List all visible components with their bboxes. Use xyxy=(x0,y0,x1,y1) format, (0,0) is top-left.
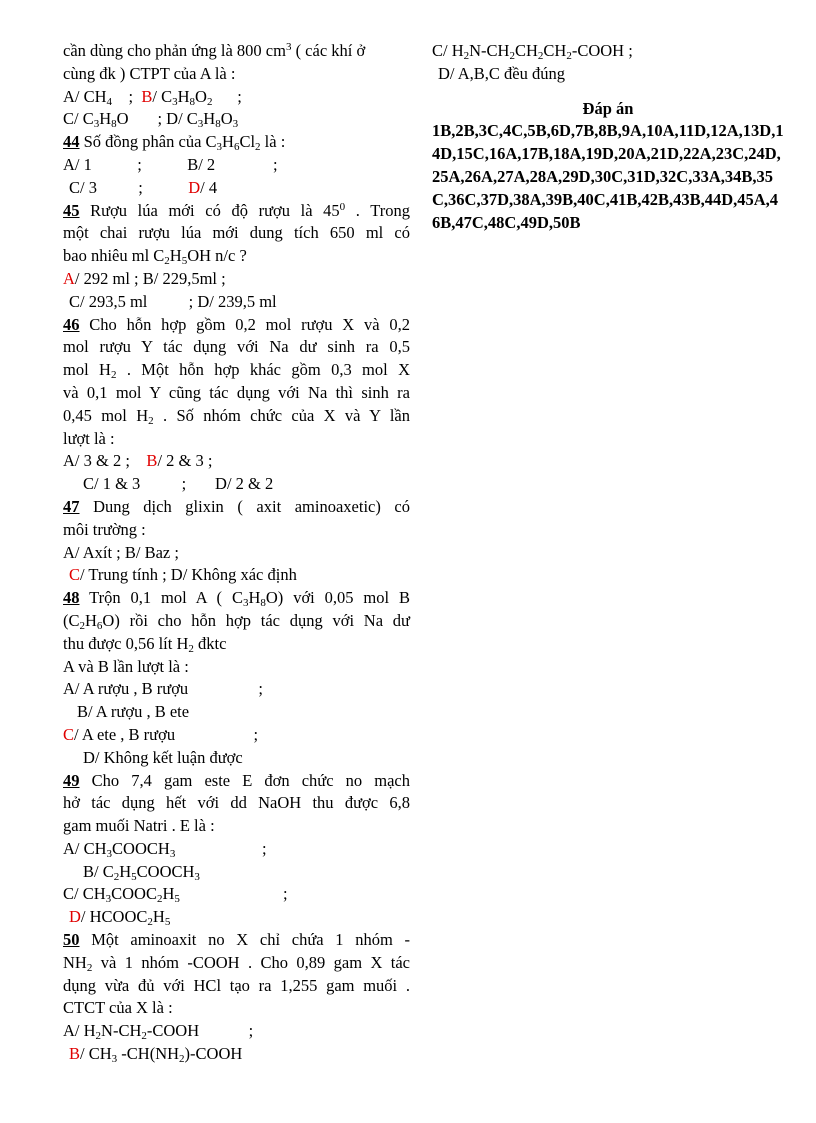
question-45: 45 Rượu lúa mới có độ rượu là $45^0$ . Trong xyxy=(63,200,411,220)
option-line: B/ $CH_3$ $-CH(NH_2)$-COOH xyxy=(69,1044,243,1066)
option-line: C/ $H_2N-CH_2CH_2CH_2$-COOH ; xyxy=(432,41,633,62)
option-line: A/ $H_2N-CH_2$-COOH ; xyxy=(63,1021,254,1043)
text-line: thu được 0,56 lít $H_2$ đktc xyxy=(63,633,227,655)
option-line: C/ 3 ; D/ 4 xyxy=(69,177,218,197)
question-49: 49 Cho 7,4 gam este E đơn chức no mạch xyxy=(63,770,410,790)
text-line: cùng đk ) CTPT của A là : xyxy=(63,63,236,83)
text-line: 0,45 mol $H_2$ . Số nhóm chức của X và Y lần xyxy=(63,405,410,427)
option-line: B/ $C_2H_5COOCH_3$ xyxy=(83,861,200,883)
option-line: C/ 293,5 ml ; D/ 239,5 ml xyxy=(69,291,277,311)
question-48: 48 Trộn 0,1 mol A ( $C_3H_8O$) với 0,05 mol B xyxy=(63,588,410,610)
question-47: 47 Dung dịch glixin ( axit aminoaxetic) có xyxy=(63,496,410,516)
text-line: bao nhiêu ml $C_2H_5OH$ n/c ? xyxy=(63,246,247,268)
text-line: mol $H_2$ . Một hỗn hợp khác gồm 0,3 mol X xyxy=(63,360,410,382)
option-line: A/ Axít ; B/ Baz ; xyxy=(63,542,179,562)
option-line: C/ Trung tính ; D/ Không xác định xyxy=(69,565,297,585)
text-line: lượt là : xyxy=(63,428,115,448)
option-line: A/ 1 ; B/ 2 ; xyxy=(63,154,278,174)
option-line: A/ A rượu , B rượu ; xyxy=(63,679,263,699)
right-column xyxy=(432,40,784,234)
text-line: gam muối Natri . E là : xyxy=(63,816,215,836)
option-line: D/ $HCOOC_2H_5$ xyxy=(69,907,171,929)
option-line: C/ 1 & 3 ; D/ 2 & 2 xyxy=(83,474,274,494)
option-line: A/ 292 ml ; B/ 229,5ml ; xyxy=(63,268,226,288)
left-column xyxy=(63,40,410,1066)
question-46: 46 Cho hỗn hợp gồm 0,2 mol rượu X và 0,2 xyxy=(63,314,410,334)
text-line: $NH_2$ và 1 nhóm -COOH . Cho 0,89 gam X tác xyxy=(63,952,410,974)
text-line: A và B lần lượt là : xyxy=(63,656,189,676)
option-line: B/ A rượu , B ete xyxy=(77,702,190,722)
text-line: CTCT của X là : xyxy=(63,998,173,1018)
text-line: $(C_2H_6O)$ rồi cho hỗn hợp tác dụng với Na dư xyxy=(63,610,410,632)
option-line: A/ $CH_3COOCH_3$ ; xyxy=(63,838,267,860)
option-line: C/ $CH_3COOC_2H_5$ ; xyxy=(63,884,288,906)
option-line: A/ $CH_4$ ; B/ $C_3H_8O_2$ ; xyxy=(63,86,242,108)
text-line: cần dùng cho phản ứng là 800 $cm^3$ ( các khí ở xyxy=(63,41,366,60)
option-line: D/ Không kết luận được xyxy=(83,747,243,767)
text-line: một chai rượu lúa mới dung tích 650 ml có xyxy=(63,223,410,243)
answer-title: Đáp án xyxy=(582,98,634,118)
question-50: 50 Một aminoaxit no X chỉ chứa 1 nhóm - xyxy=(63,930,410,950)
option-line: C/ $C_3H_8O$ ; D/ $C_3H_8O_3$ xyxy=(63,109,239,131)
text-line: mol rượu Y tác dụng với Na dư sinh ra 0,5 xyxy=(63,337,410,357)
answer-key: 1B,2B,3C,4C,5B,6D,7B,8B,9A,10A,11D,12A,13D,14D,15C,16A,17B,18A,19D,20A,21D,22A,23C,24D,25A,26A,27A,28A,29D,30C,31D,32C,33A,34B,35C,36C,37D,38A,39B,40C,41B,42B,43B,44D,45A,46B,47C,48C,49D,50B xyxy=(432,121,784,232)
text-line: môi trường : xyxy=(63,519,146,539)
option-line: C/ A ete , B rượu ; xyxy=(63,724,259,744)
text-line: dụng vừa đủ với HCl tạo ra 1,255 gam muối . xyxy=(63,975,410,995)
text-line: và 0,1 mol Y cũng tác dụng với Na thì sinh ra xyxy=(63,382,410,402)
question-44: 44 Số đồng phân của $C_3H_6Cl_2$ là : xyxy=(63,132,286,154)
option-line: A/ 3 & 2 ; B/ 2 & 3 ; xyxy=(63,451,213,471)
text-line: hở tác dụng hết với dd NaOH thu được 6,8 xyxy=(63,793,410,813)
option-line: D/ A,B,C đều đúng xyxy=(438,63,565,83)
